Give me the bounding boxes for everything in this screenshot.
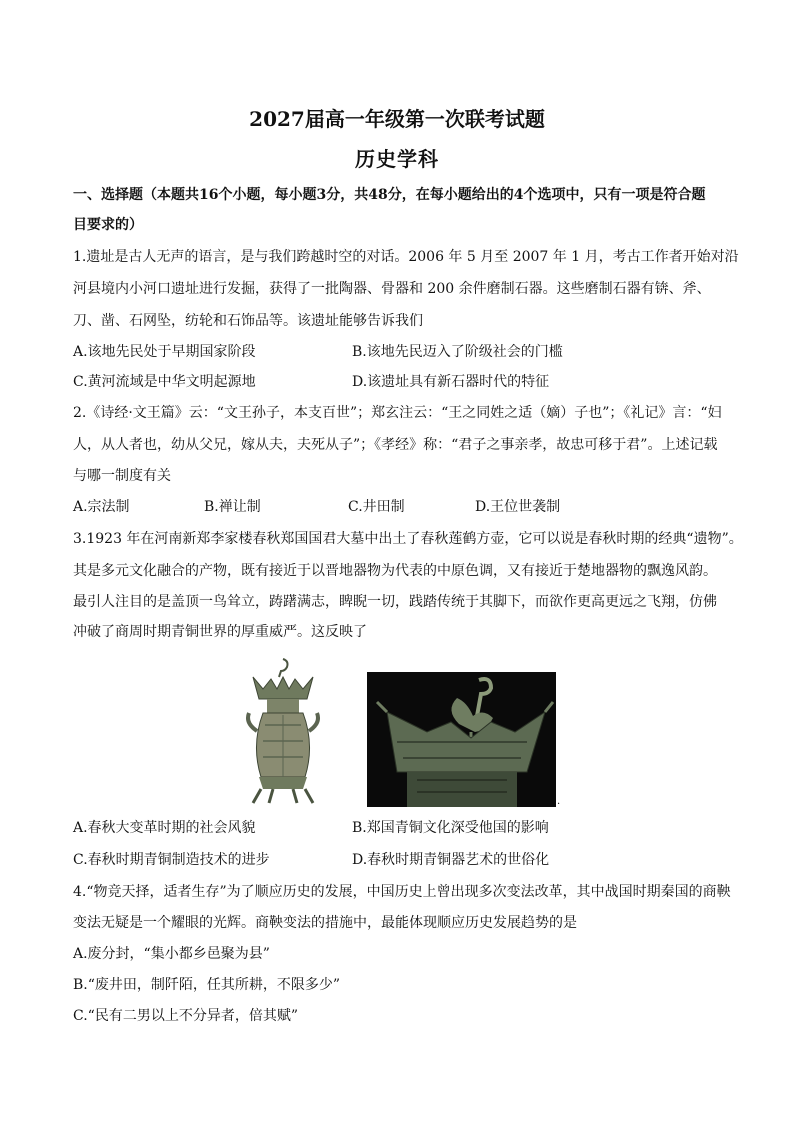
q2-option-c[interactable]: C.井田制	[348, 499, 405, 515]
lotus-crane-pot-image	[243, 655, 323, 805]
q1-line: 河县境内小河口遗址进行发掘，获得了一批陶器、骨器和 200 余件磨制石器。这些磨制石器有锛、斧、	[73, 281, 711, 297]
q1-line: 1.遗址是古人无声的语言，是与我们跨越时空的对话。2006 年 5 月至 2007 年 1 月，考古工作者开始对沿	[73, 249, 739, 265]
exam-title: 2027届高一年级第一次联考试题	[249, 107, 545, 131]
q3-option-c[interactable]: C.春秋时期青铜制造技术的进步	[73, 852, 270, 868]
q1-option-b[interactable]: B.该地先民迈入了阶级社会的门槛	[352, 344, 563, 360]
q2-option-d[interactable]: D.王位世袭制	[475, 499, 561, 515]
crane-detail-drawing	[367, 672, 556, 807]
q4-line: 4.“物竞天择，适者生存”为了顺应历史的发展，中国历史上曾出现多次变法改革，其中战国时期秦国的商鞅	[73, 884, 731, 900]
image-mark: .	[557, 796, 561, 807]
q4-line: 变法无疑是一个耀眼的光辉。商鞅变法的措施中，最能体现顺应历史发展趋势的是	[73, 915, 577, 931]
subject-title: 历史学科	[355, 147, 439, 171]
q2-option-a[interactable]: A.宗法制	[73, 499, 130, 515]
q4-option-c[interactable]: C.“民有二男以上不分异者，倍其赋”	[73, 1008, 298, 1024]
q1-option-d[interactable]: D.该遗址具有新石器时代的特征	[352, 374, 550, 390]
section-heading-cont: 目要求的）	[73, 217, 143, 233]
q3-line: 其是多元文化融合的产物，既有接近于以晋地器物为代表的中原色调，又有接近于楚地器物的飘逸风韵。	[73, 563, 717, 579]
q3-line: 3.1923 年在河南新郑李家楼春秋郑国国君大墓中出土了春秋莲鹤方壶，它可以说是春秋时期的经典“遗物”。	[73, 531, 743, 547]
lotus-crane-detail-image	[367, 672, 556, 807]
q1-option-a[interactable]: A.该地先民处于早期国家阶段	[73, 344, 256, 360]
q1-option-c[interactable]: C.黄河流域是中华文明起源地	[73, 374, 256, 390]
q2-option-b[interactable]: B.禅让制	[204, 499, 261, 515]
section-heading: 一、选择题（本题共16个小题，每小题3分，共48分，在每小题给出的4个选项中，只有一项是符合题	[73, 187, 706, 203]
q3-option-a[interactable]: A.春秋大变革时期的社会风貌	[73, 820, 256, 836]
q4-option-b[interactable]: B.“废井田，制阡陌，任其所耕，不限多少”	[73, 977, 341, 993]
q2-line: 2.《诗经·文王篇》云：“文王孙子，本支百世”；郑玄注云：“王之同姓之适（嫡）子也”；《礼记》言：“妇	[73, 405, 722, 421]
q3-option-b[interactable]: B.郑国青铜文化深受他国的影响	[352, 820, 549, 836]
q2-line: 人，从人者也，幼从父兄，嫁从夫，夫死从子”；《孝经》称：“君子之事亲孝，故忠可移于君”。上述记载	[73, 437, 718, 453]
q1-line: 刀、凿、石网坠，纺轮和石饰品等。该遗址能够告诉我们	[73, 313, 423, 329]
q3-line: 最引人注目的是盖顶一鸟耸立，踌躇满志，睥睨一切，践踏传统于其脚下，而欲作更高更远之飞翔，仿佛	[73, 594, 717, 610]
q4-option-a[interactable]: A.废分封，“集小都乡邑聚为县”	[73, 946, 270, 962]
q3-option-d[interactable]: D.春秋时期青铜器艺术的世俗化	[352, 852, 550, 868]
bronze-pot-drawing	[243, 655, 323, 805]
q3-line: 冲破了商周时期青铜世界的厚重威严。这反映了	[73, 624, 367, 640]
q2-line: 与哪一制度有关	[73, 468, 171, 484]
